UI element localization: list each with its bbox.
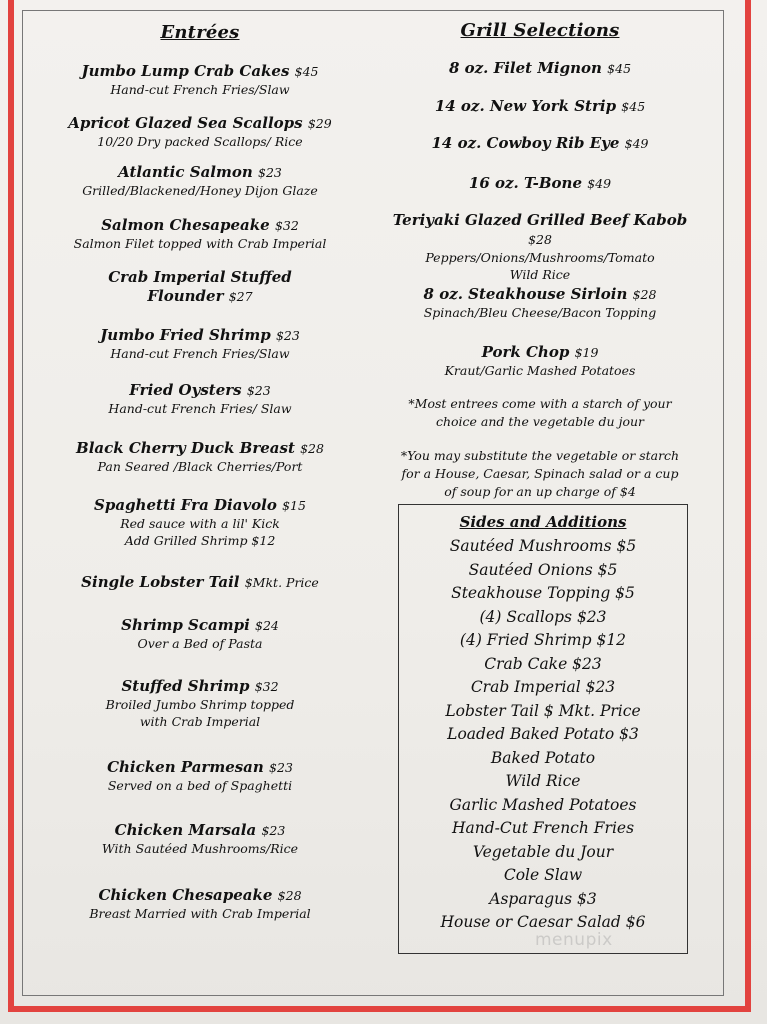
entree-desc: Add Grilled Shrimp $12 <box>124 533 276 548</box>
sides-list <box>399 535 687 935</box>
side-item: Sautéed Onions $5 <box>468 560 618 579</box>
entree-item <box>22 758 378 794</box>
entree-desc: Grilled/Blackened/Honey Dijon Glaze <box>82 183 318 198</box>
entree-price: $32 <box>274 218 299 233</box>
grill-name: 16 oz. T-Bone <box>468 174 582 192</box>
side-item: Garlic Mashed Potatoes <box>449 795 637 814</box>
grill-item <box>380 211 700 283</box>
entree-desc: Broiled Jumbo Shrimp topped <box>105 697 295 712</box>
entree-desc: Breast Married with Crab Imperial <box>89 906 311 921</box>
entree-desc: With Sautéed Mushrooms/Rice <box>101 841 299 856</box>
grill-item <box>380 59 700 78</box>
note-line: choice and the vegetable du jour <box>435 414 645 429</box>
entree-name: Single Lobster Tail <box>81 573 240 591</box>
entree-name: Jumbo Fried Shrimp <box>100 326 271 344</box>
side-item: (4) Scallops $23 <box>479 607 607 626</box>
entree-item <box>22 573 378 592</box>
entree-price: $23 <box>246 383 271 398</box>
entree-desc: Hand-cut French Fries/Slaw <box>110 346 290 361</box>
entree-item <box>22 114 378 150</box>
entree-desc: Pan Seared /Black Cherries/Port <box>97 459 303 474</box>
entree-name: Fried Oysters <box>129 381 242 399</box>
side-item: Steakhouse Topping $5 <box>451 584 635 602</box>
entree-name: Crab Imperial Stuffed <box>108 268 292 286</box>
entree-desc: Hand-cut French Fries/Slaw <box>110 82 290 97</box>
grill-price: $49 <box>587 176 612 191</box>
grill-price: $19 <box>574 345 599 360</box>
entree-name: Chicken Marsala <box>114 821 257 839</box>
entree-desc: Served on a bed of Spaghetti <box>107 778 293 793</box>
watermark: menupix <box>535 930 613 950</box>
grill-name: 8 oz. Steakhouse Sirloin <box>423 285 628 303</box>
entree-price: $28 <box>300 441 324 456</box>
side-item: Crab Cake $23 <box>484 654 602 673</box>
entree-name: Apricot Glazed Sea Scallops <box>68 114 303 132</box>
entree-desc: Red sauce with a lil' Kick <box>120 516 280 531</box>
side-item: (4) Fried Shrimp $12 <box>459 631 627 649</box>
entree-price: $Mkt. Price <box>244 575 319 590</box>
entree-name: Atlantic Salmon <box>118 163 253 181</box>
entree-item <box>22 496 378 549</box>
entree-item <box>22 677 378 730</box>
grill-item <box>380 343 700 379</box>
grill-price: $45 <box>621 99 646 114</box>
entree-item <box>22 268 378 306</box>
entree-name: Shrimp Scampi <box>121 616 250 634</box>
sides-heading: Sides and Additions <box>459 513 627 531</box>
grill-price: $45 <box>607 61 632 76</box>
entrees-heading: Entrées <box>160 22 240 43</box>
grill-heading: Grill Selections <box>460 20 620 41</box>
side-item: Vegetable du Jour <box>472 842 614 861</box>
starch-note <box>380 395 700 431</box>
side-item: House or Caesar Salad $6 <box>440 913 646 931</box>
entree-price: $23 <box>258 165 282 180</box>
entree-price: $45 <box>294 64 319 79</box>
grill-name: 14 oz. Cowboy Rib Eye <box>431 134 620 152</box>
side-item: Cole Slaw <box>503 866 583 884</box>
grill-item <box>380 174 700 193</box>
entree-name: Jumbo Lump Crab Cakes <box>81 62 290 80</box>
entree-price: $29 <box>307 116 332 131</box>
entree-item <box>22 381 378 417</box>
grill-name: Pork Chop <box>481 343 570 361</box>
grill-price: $49 <box>624 136 649 151</box>
entree-name: Black Cherry Duck Breast <box>76 439 295 457</box>
entree-item <box>22 326 378 362</box>
entree-name: Chicken Parmesan <box>107 758 264 776</box>
entree-item <box>22 439 378 475</box>
note-line: of soup for an up charge of $4 <box>444 484 636 499</box>
entree-desc: Hand-cut French Fries/ Slaw <box>108 401 292 416</box>
grill-desc: Kraut/Garlic Mashed Potatoes <box>444 363 636 378</box>
entree-name: Salmon Chesapeake <box>101 216 270 234</box>
side-item: Baked Potato <box>490 748 596 767</box>
grill-name: Teriyaki Glazed Grilled Beef Kabob <box>392 211 688 229</box>
entree-item <box>22 821 378 857</box>
entree-item <box>22 886 378 922</box>
grill-desc: Spinach/Bleu Cheese/Bacon Topping <box>423 305 657 320</box>
entree-price: $23 <box>269 760 293 775</box>
sides-box <box>398 504 688 954</box>
side-item: Loaded Baked Potato $3 <box>447 725 639 743</box>
entree-name: Chicken Chesapeake <box>98 886 273 904</box>
entree-price: $32 <box>254 679 279 694</box>
grill-desc: Peppers/Onions/Mushrooms/Tomato <box>425 250 655 265</box>
grill-desc: Wild Rice <box>509 267 571 282</box>
grill-name: 8 oz. Filet Mignon <box>448 59 602 77</box>
side-item: Sautéed Mushrooms $5 <box>449 537 637 555</box>
entree-price: $23 <box>275 328 300 343</box>
side-item: Wild Rice <box>505 772 581 790</box>
note-line: for a House, Caesar, Spinach salad or a cup <box>401 466 679 481</box>
side-item: Crab Imperial $23 <box>470 678 616 696</box>
grill-item <box>380 134 700 153</box>
entree-item <box>22 616 378 652</box>
entree-item <box>22 163 378 199</box>
grill-name: 14 oz. New York Strip <box>434 97 617 115</box>
note-line: *You may substitute the vegetable or starch <box>400 448 680 463</box>
substitution-note <box>380 447 700 501</box>
entree-price: $23 <box>261 823 286 838</box>
grill-item <box>380 97 700 116</box>
note-line: *Most entrees come with a starch of your <box>408 396 672 411</box>
entree-name-line2: Flounder <box>147 287 224 305</box>
entree-name: Stuffed Shrimp <box>121 677 250 695</box>
grill-price: $28 <box>528 232 552 247</box>
grill-price: $28 <box>632 287 657 302</box>
entree-price: $27 <box>228 289 253 304</box>
entree-name: Spaghetti Fra Diavolo <box>94 496 277 514</box>
entree-desc: Over a Bed of Pasta <box>137 636 263 651</box>
grill-item <box>380 285 700 321</box>
entree-item <box>22 216 378 252</box>
side-item: Asparagus $3 <box>489 889 597 908</box>
entree-item <box>22 62 378 98</box>
side-item: Hand-Cut French Fries <box>451 819 635 837</box>
entree-desc: with Crab Imperial <box>139 714 261 729</box>
entree-price: $28 <box>277 888 302 903</box>
entree-desc: Salmon Filet topped with Crab Imperial <box>73 236 327 251</box>
entree-desc: 10/20 Dry packed Scallops/ Rice <box>97 134 303 149</box>
entree-price: $15 <box>282 498 306 513</box>
entree-price: $24 <box>255 618 279 633</box>
side-item: Lobster Tail $ Mkt. Price <box>445 701 641 720</box>
